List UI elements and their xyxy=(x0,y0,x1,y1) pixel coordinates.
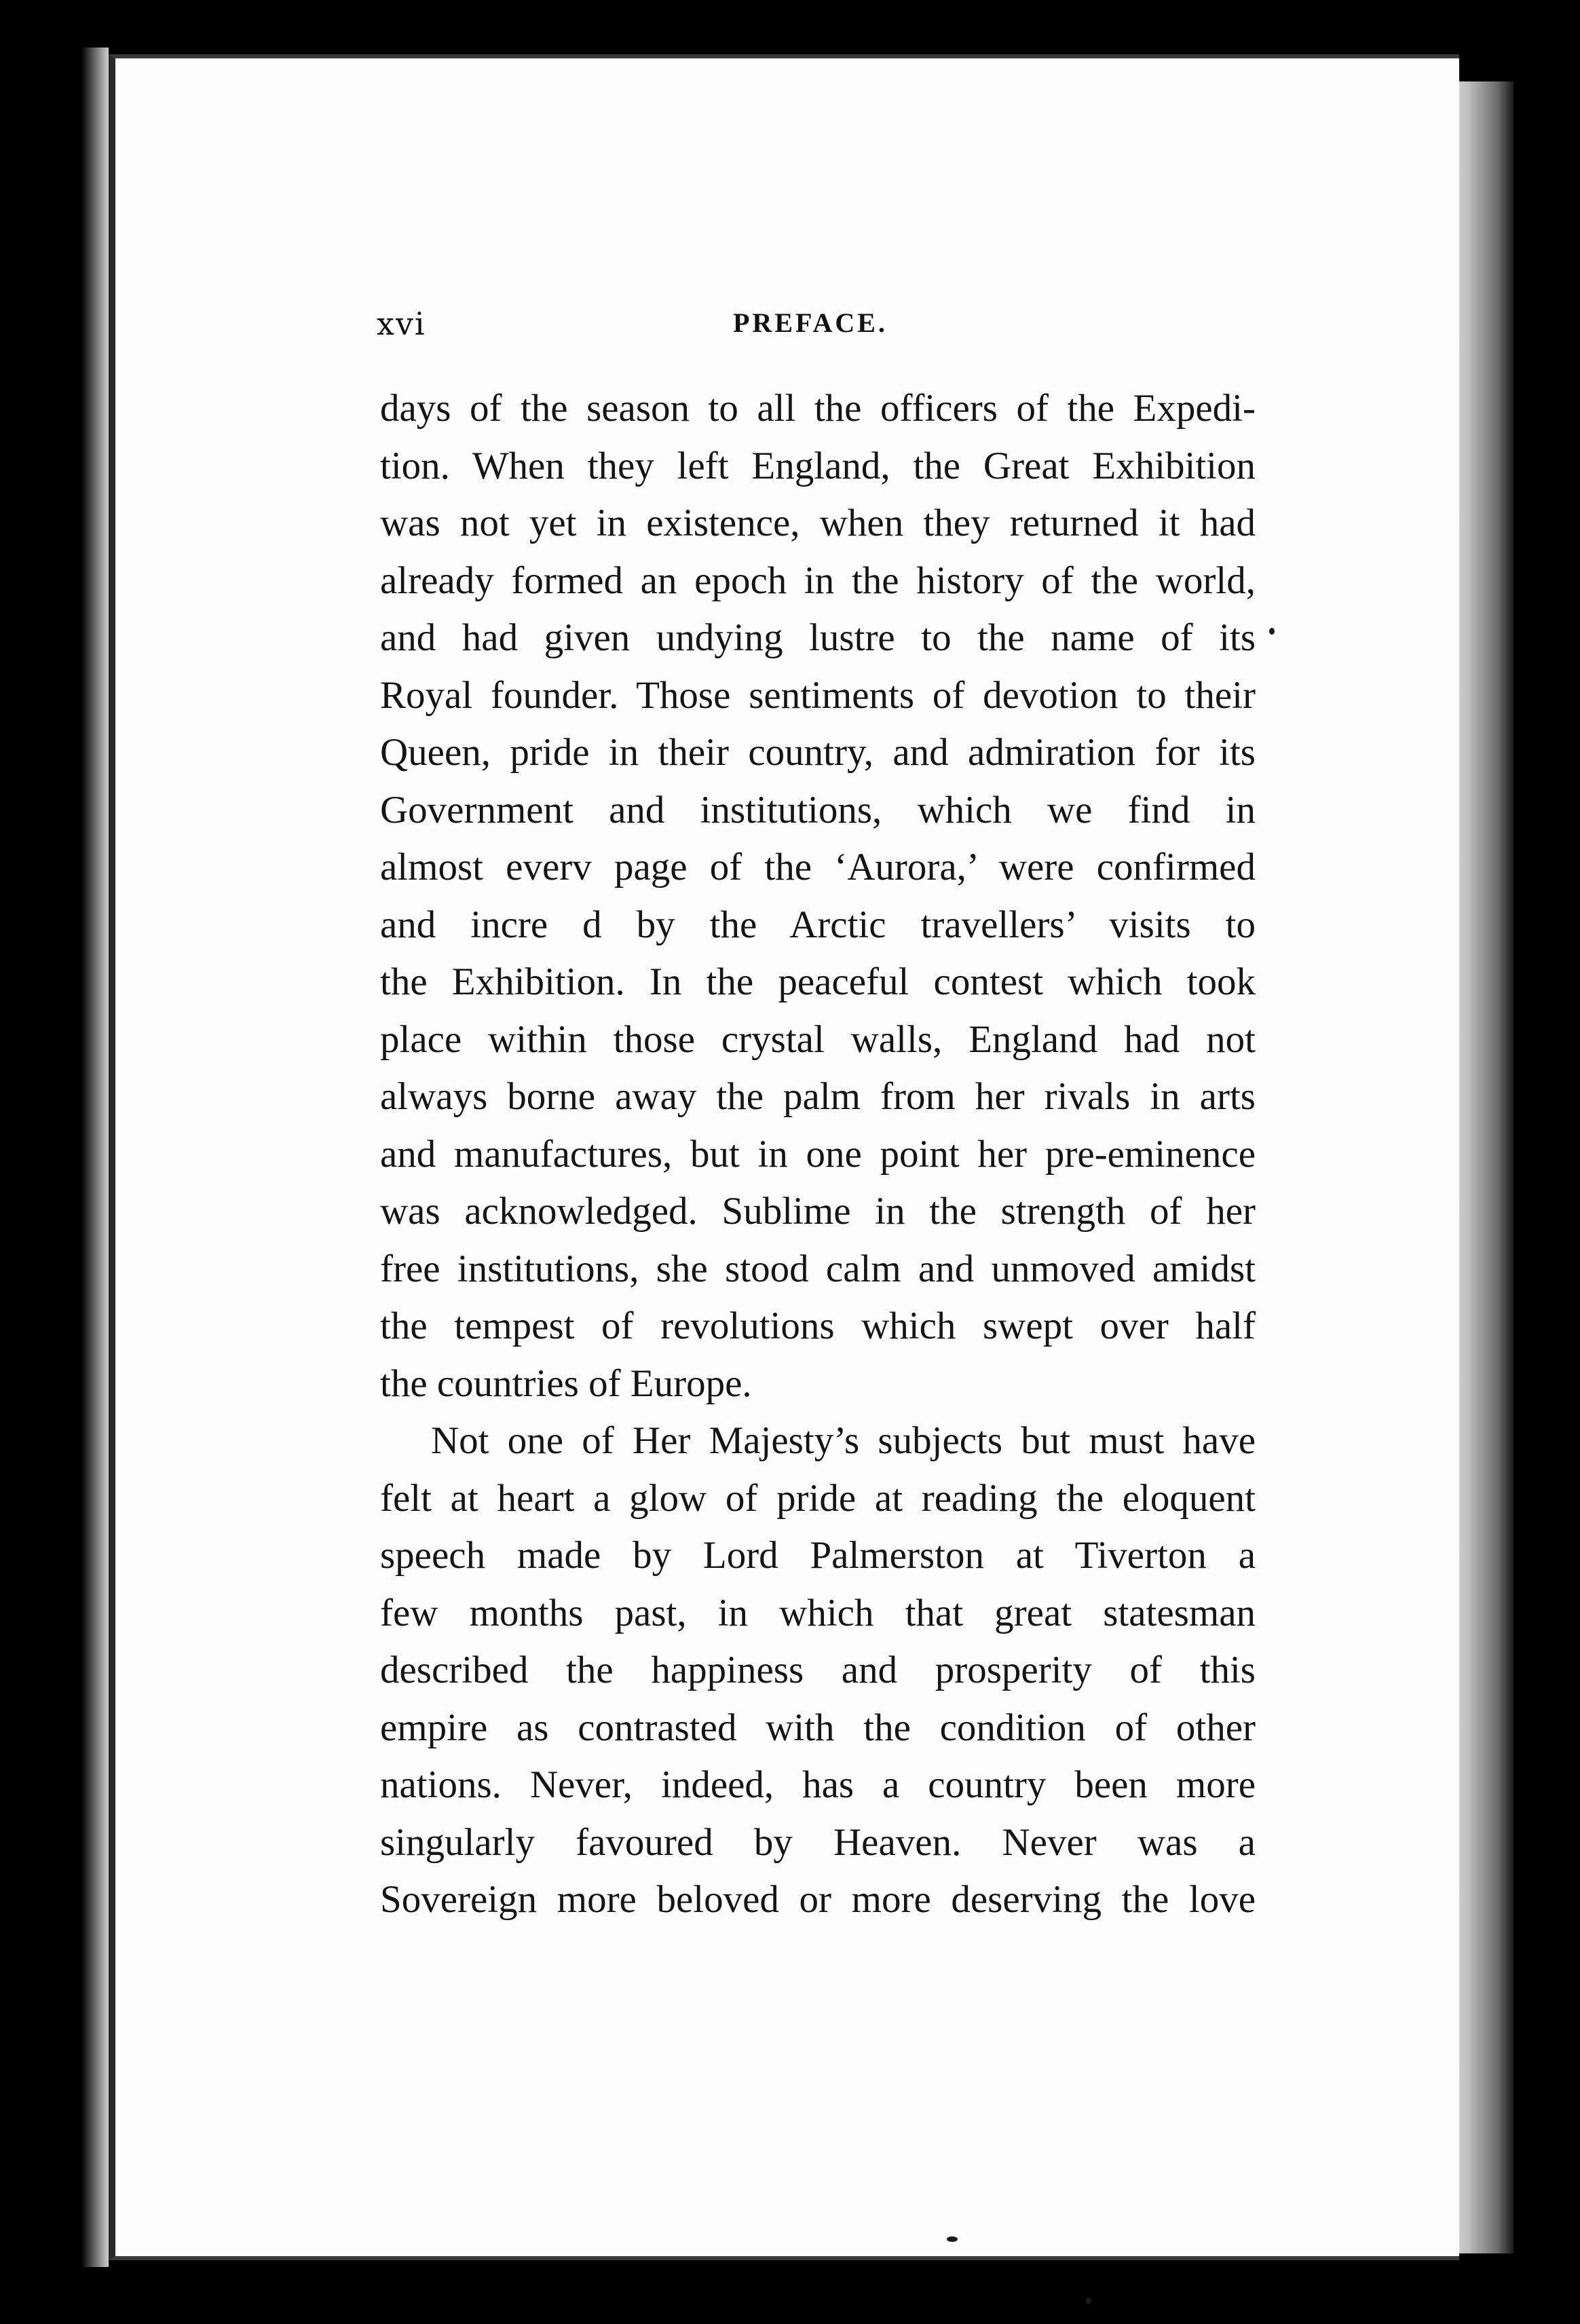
running-head xyxy=(377,305,920,353)
text-line: the tempest of revolutions which swept over half xyxy=(380,1305,1256,1347)
text-line: Queen, pride in their country, and admiration for its xyxy=(380,731,1256,774)
scan-speck xyxy=(1269,628,1275,635)
text-line: Sovereign more beloved or more deserving the love xyxy=(380,1878,1256,1921)
text-line: days of the season to all the officers of the Expedi- xyxy=(380,387,1256,430)
text-line: the countries of Europe. xyxy=(380,1362,752,1405)
text-line: was not yet in existence, when they returned it had xyxy=(380,502,1256,544)
paragraph xyxy=(380,380,1256,1412)
text-line: felt at heart a glow of pride at reading the eloquent xyxy=(380,1476,1256,1520)
text-line: the Exhibition. In the peaceful contest which took xyxy=(380,960,1256,1003)
text-line: Not one of Her Majesty’s subjects but must have xyxy=(431,1419,1256,1462)
text-line: almost everv page of the ‘Aurora,’ were confirmed xyxy=(380,846,1256,888)
binding-shadow xyxy=(81,48,109,2267)
paragraph xyxy=(380,1412,1256,1929)
text-line: always borne away the palm from her rivals in arts xyxy=(380,1075,1256,1118)
text-line: and manufactures, but in one point her pre-eminence xyxy=(380,1132,1256,1176)
text-line: few months past, in which that great statesman xyxy=(380,1591,1256,1634)
text-line: speech made by Lord Palmerston at Tiverton a xyxy=(380,1534,1256,1577)
text-line: already formed an epoch in the history of the world, xyxy=(380,559,1256,602)
scan-speck xyxy=(1086,2298,1091,2304)
text-line: described the happiness and prosperity of this xyxy=(380,1649,1256,1691)
text-line: empire as contrasted with the condition of other xyxy=(380,1706,1256,1749)
page-number: xvi xyxy=(377,305,426,342)
running-title: PREFACE. xyxy=(733,307,888,338)
text-line: place within those crystal walls, England had not xyxy=(380,1017,1256,1061)
text-line: free institutions, she stood calm and unmoved amidst xyxy=(380,1247,1256,1290)
text-line: Royal founder. Those sentiments of devotion to their xyxy=(380,673,1256,717)
text-line: singularly favoured by Heaven. Never was a xyxy=(380,1820,1256,1864)
text-line: and incre d by the Arctic travellers’ visits to xyxy=(380,903,1256,946)
text-line: nations. Never, indeed, has a country been more xyxy=(380,1763,1256,1806)
text-line: Government and institutions, which we find in xyxy=(380,788,1256,831)
text-line: was acknowledged. Sublime in the strength of her xyxy=(380,1190,1256,1233)
scan-speck xyxy=(947,2236,958,2242)
text-line: and had given undying lustre to the name of its xyxy=(380,616,1256,659)
text-line: tion. When they left England, the Great Exhibition xyxy=(380,444,1256,487)
body-text xyxy=(380,380,1256,1929)
